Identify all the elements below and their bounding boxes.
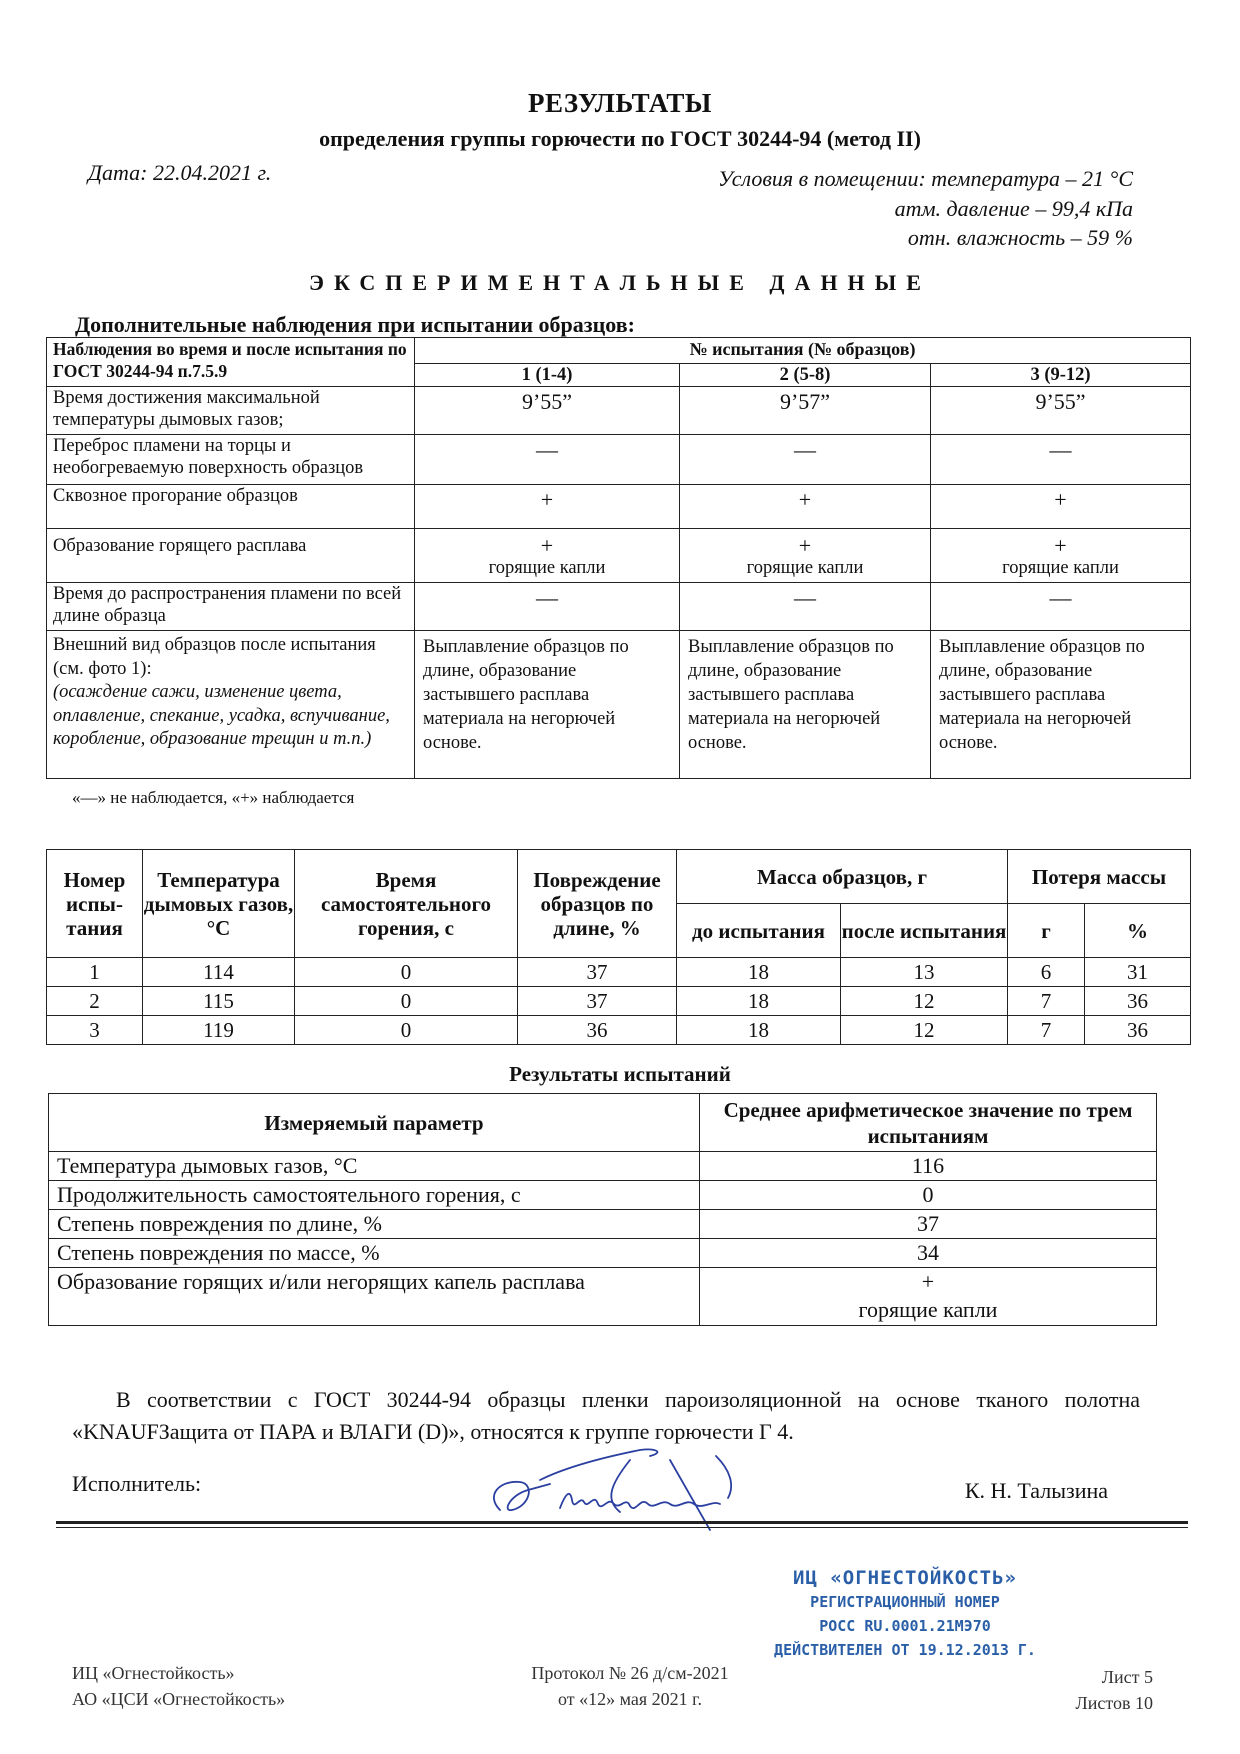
stamp-line: РЕГИСТРАЦИОННЫЙ НОМЕР [810,1593,1000,1611]
observation-value: — [680,435,931,485]
appearance-value: Выплавление образцов по длине, образование застывшего расплава материала на негорючей основе. [415,631,680,779]
test-header-1: 1 (1-4) [415,364,680,387]
table-row [49,1181,1157,1210]
cell-temperature: 114 [143,958,295,987]
appearance-value: Выплавление образцов по длине, образование застывшего расплава материала на негорючей основе. [931,631,1191,779]
header-average-value: Среднее арифметическое значение по трем испытаниям [700,1094,1157,1152]
observation-value: + [540,533,554,558]
stamp-line: ИЦ «ОГНЕСТОЙКОСТЬ» [793,1567,1017,1589]
table-row [47,1016,1191,1045]
observation-value: + [680,485,931,529]
table-row [47,958,1191,987]
header-mass: Масса образцов, г [677,850,1008,904]
observation-note: горящие капли [746,558,864,578]
header-mass-loss: Потеря массы [1008,850,1191,904]
table-row [47,485,1191,529]
result-value: + [921,1269,935,1294]
divider [56,1521,1188,1524]
stamp-line: РОСС RU.0001.21МЭ70 [819,1617,991,1635]
table-row [47,583,1191,631]
result-note: горящие капли [858,1297,998,1322]
observation-value: — [931,435,1191,485]
table-row [47,987,1191,1016]
results-table [48,1093,1157,1326]
header-test-number: Номер испы-тания [47,850,143,958]
cell-damage: 37 [518,958,677,987]
cell-temperature: 119 [143,1016,295,1045]
observation-label: Образование горящего расплава [47,529,415,583]
test-date: Дата: 22.04.2021 г. [88,160,272,185]
experimental-data-title: ЭКСПЕРИМЕНТАЛЬНЫЕ ДАННЫЕ [309,270,931,295]
result-parameter: Степень повреждения по длине, % [49,1210,700,1239]
cell-loss-grams: 7 [1008,987,1085,1016]
cell-mass-before: 18 [677,958,841,987]
table-row [49,1268,1157,1326]
result-value: 0 [700,1181,1157,1210]
observation-label: Время достижения максимальной температуры дымовых газов; [47,387,415,435]
cell-loss-grams: 6 [1008,958,1085,987]
room-conditions-temperature: Условия в помещении: температура – 21 °С [717,166,1133,191]
results-title: Результаты испытаний [509,1062,731,1086]
room-conditions-humidity: отн. влажность – 59 % [907,225,1133,250]
appearance-label: Внешний вид образцов после испытания (см. фото 1): [53,635,376,679]
cell-mass-after: 13 [841,958,1008,987]
cell-burn-time: 0 [295,987,518,1016]
observations-title: Дополнительные наблюдения при испытании образцов: [75,312,635,337]
table-row [47,435,1191,485]
stamp-line: ДЕЙСТВИТЕЛЕН ОТ 19.12.2013 Г. [774,1641,1036,1659]
observation-value: 9’57” [680,387,931,435]
cell-burn-time: 0 [295,1016,518,1045]
cell-burn-time: 0 [295,958,518,987]
cell-test-number: 1 [47,958,143,987]
observation-note: горящие капли [488,558,606,578]
cell-damage: 37 [518,987,677,1016]
observation-label: Время до распространения пламени по всей длине образца [47,583,415,631]
observation-value: + [931,485,1191,529]
footer-org: ИЦ «Огнестойкость» [72,1663,235,1683]
table-row [49,1239,1157,1268]
header-damage: Повреждение образцов по длине, % [518,850,677,958]
result-parameter: Степень повреждения по массе, % [49,1239,700,1268]
observation-value: — [415,583,680,631]
table-row [49,1210,1157,1239]
room-conditions-pressure: атм. давление – 99,4 кПа [894,196,1133,221]
footer-sheets: Листов 10 [1075,1693,1153,1713]
appearance-label-details: (осаждение сажи, изменение цвета, оплавление, спекание, усадка, вспучивание, коробление, образование трещин и т.п.) [53,682,390,749]
measurements-table [46,849,1191,1045]
footer-sheet: Лист 5 [1101,1667,1153,1687]
footer-org: АО «ЦСИ «Огнестойкость» [72,1689,286,1709]
test-header-3: 3 (9-12) [931,364,1191,387]
result-value: 37 [700,1210,1157,1239]
executor-label: Исполнитель: [72,1471,202,1496]
observation-value: + [415,485,680,529]
cell-loss-percent: 36 [1085,1016,1191,1045]
observation-value: 9’55” [415,387,680,435]
appearance-value: Выплавление образцов по длине, образование застывшего расплава материала на негорючей основе. [680,631,931,779]
document-subtitle: определения группы горючести по ГОСТ 30244-94 (метод II) [319,126,921,151]
observation-value: — [415,435,680,485]
observations-table [46,337,1191,779]
cell-mass-after: 12 [841,987,1008,1016]
cell-mass-after: 12 [841,1016,1008,1045]
conclusion-text: В соответствии с ГОСТ 30244-94 образцы пленки пароизоляционной на основе тканого полотна «KNAUFЗащита от ПАРА и ВЛАГИ (D)», относятся к группе горючести Г 4. [72,1387,1140,1444]
cell-mass-before: 18 [677,1016,841,1045]
observations-header-label: Наблюдения во время и после испытания по ГОСТ 30244-94 п.7.5.9 [47,338,415,387]
cell-damage: 36 [518,1016,677,1045]
cell-temperature: 115 [143,987,295,1016]
footer-protocol-date: от «12» мая 2021 г. [557,1689,703,1709]
cell-mass-before: 18 [677,987,841,1016]
observation-note: горящие капли [1002,558,1119,578]
cell-loss-percent: 36 [1085,987,1191,1016]
header-temperature: Температура дымовых газов, °С [143,850,295,958]
observation-value: + [798,533,812,558]
observation-label: Переброс пламени на торцы и необогреваемую поверхность образцов [47,435,415,485]
observation-value: — [931,583,1191,631]
header-mass-after: после испытания [841,904,1008,958]
header-mass-before: до испытания [677,904,841,958]
table-row [47,387,1191,435]
observation-value: — [680,583,931,631]
observations-header-group: № испытания (№ образцов) [415,338,1191,364]
observation-value: + [1054,533,1067,558]
result-parameter: Образование горящих и/или негорящих капель расплава [49,1268,700,1326]
header-parameter: Измеряемый параметр [49,1094,700,1152]
test-header-2: 2 (5-8) [680,364,931,387]
divider [56,1527,1188,1528]
cell-test-number: 2 [47,987,143,1016]
result-parameter: Продолжительность самостоятельного горения, с [49,1181,700,1210]
cell-loss-percent: 31 [1085,958,1191,987]
observations-legend: «—» не наблюдается, «+» наблюдается [72,788,355,807]
cell-loss-grams: 7 [1008,1016,1085,1045]
header-burn-time: Время самостоятельного горения, с [295,850,518,958]
document-title: РЕЗУЛЬТАТЫ [528,88,712,118]
table-row [47,529,1191,583]
executor-name: К. Н. Талызина [964,1478,1108,1503]
table-row [49,1152,1157,1181]
result-value: 34 [700,1239,1157,1268]
footer-protocol: Протокол № 26 д/см-2021 [531,1663,729,1683]
header-loss-percent: % [1085,904,1191,958]
header-loss-grams: г [1008,904,1085,958]
result-parameter: Температура дымовых газов, °С [49,1152,700,1181]
table-row [47,631,1191,779]
result-value: 116 [700,1152,1157,1181]
observation-value: 9’55” [931,387,1191,435]
cell-test-number: 3 [47,1016,143,1045]
registration-stamp [740,1566,1070,1662]
observation-label: Сквозное прогорание образцов [47,485,415,529]
